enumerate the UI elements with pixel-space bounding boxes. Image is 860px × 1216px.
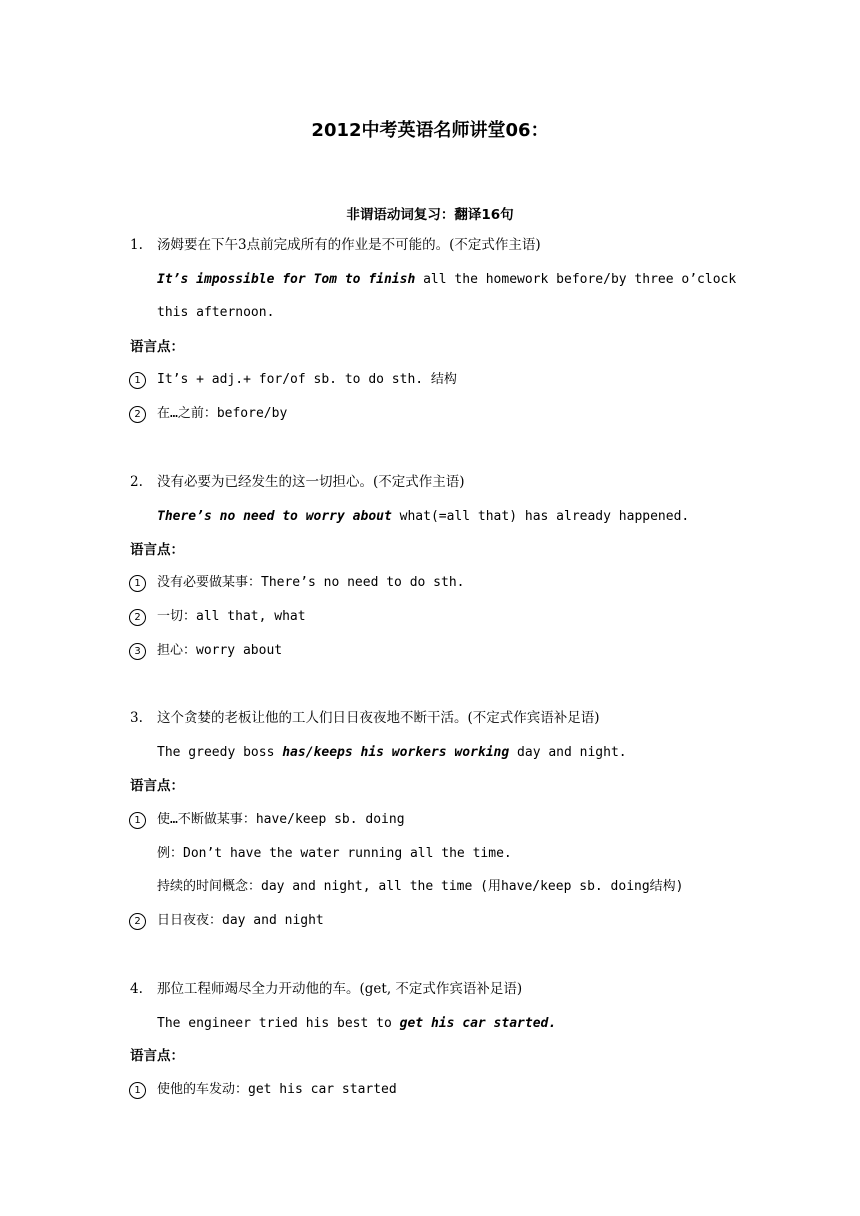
item-chinese: 没有必要为已经发生的这一切担心。(不定式作主语) bbox=[157, 474, 465, 490]
answer-text: The greedy boss bbox=[157, 745, 283, 760]
circled-number-icon: 1 bbox=[129, 812, 146, 829]
answer-emphasis: has/keeps his workers working bbox=[282, 745, 510, 760]
section-subtitle: 非谓语动词复习：翻译16句 bbox=[346, 207, 514, 223]
item-number: 2. bbox=[130, 474, 143, 490]
answer-text: day and night. bbox=[509, 745, 627, 760]
answer-text: The engineer tried his best to bbox=[157, 1016, 400, 1031]
example-text: 例：Don’t have the water running all the time. bbox=[157, 846, 512, 861]
point-text: 在…之前：before/by bbox=[157, 406, 288, 421]
item-number: 4. bbox=[130, 981, 143, 997]
point-text: 使…不断做某事：have/keep sb. doing bbox=[157, 812, 405, 827]
circled-number-icon: 1 bbox=[129, 372, 146, 389]
circled-number-icon: 2 bbox=[129, 913, 146, 930]
item-number: 3. bbox=[130, 710, 143, 726]
point-text: 担心：worry about bbox=[157, 643, 283, 658]
language-point-label: 语言点： bbox=[130, 542, 184, 558]
point-text: It’s + adj.+ for/of sb. to do sth. 结构 bbox=[157, 372, 457, 387]
point-text: 没有必要做某事：There’s no need to do sth. bbox=[157, 575, 465, 590]
circled-number-icon: 1 bbox=[129, 575, 146, 592]
answer-emphasis: get his car started. bbox=[399, 1016, 557, 1031]
example-note: 持续的时间概念：day and night, all the time (用have/keep sb. doing结构) bbox=[157, 879, 684, 894]
page-title: 2012中考英语名师讲堂06： bbox=[311, 120, 549, 141]
language-point-label: 语言点： bbox=[130, 778, 184, 794]
point-text: 日日夜夜：day and night bbox=[157, 913, 324, 928]
circled-number-icon: 2 bbox=[129, 406, 146, 423]
circled-number-icon: 1 bbox=[129, 1082, 146, 1099]
circled-number-icon: 3 bbox=[129, 643, 146, 660]
answer-text: this afternoon. bbox=[157, 305, 275, 320]
item-number: 1. bbox=[130, 237, 143, 253]
item-chinese: 那位工程师竭尽全力开动他的车。(get, 不定式作宾语补足语) bbox=[157, 981, 523, 997]
item-chinese: 这个贪婪的老板让他的工人们日日夜夜地不断干活。(不定式作宾语补足语) bbox=[157, 710, 600, 726]
language-point-label: 语言点： bbox=[130, 1048, 184, 1064]
point-text: 使他的车发动：get his car started bbox=[157, 1082, 397, 1097]
language-point-label: 语言点： bbox=[130, 339, 184, 355]
answer-emphasis: It’s impossible for Tom to finish bbox=[157, 272, 416, 287]
answer-text: all the homework before/by three o’clock bbox=[415, 272, 737, 287]
answer-emphasis: There’s no need to worry about bbox=[157, 509, 392, 524]
answer-text: what(=all that) has already happened. bbox=[391, 509, 690, 524]
point-text: 一切：all that, what bbox=[157, 609, 306, 624]
item-chinese: 汤姆要在下午3点前完成所有的作业是不可能的。(不定式作主语) bbox=[157, 237, 541, 253]
circled-number-icon: 2 bbox=[129, 609, 146, 626]
